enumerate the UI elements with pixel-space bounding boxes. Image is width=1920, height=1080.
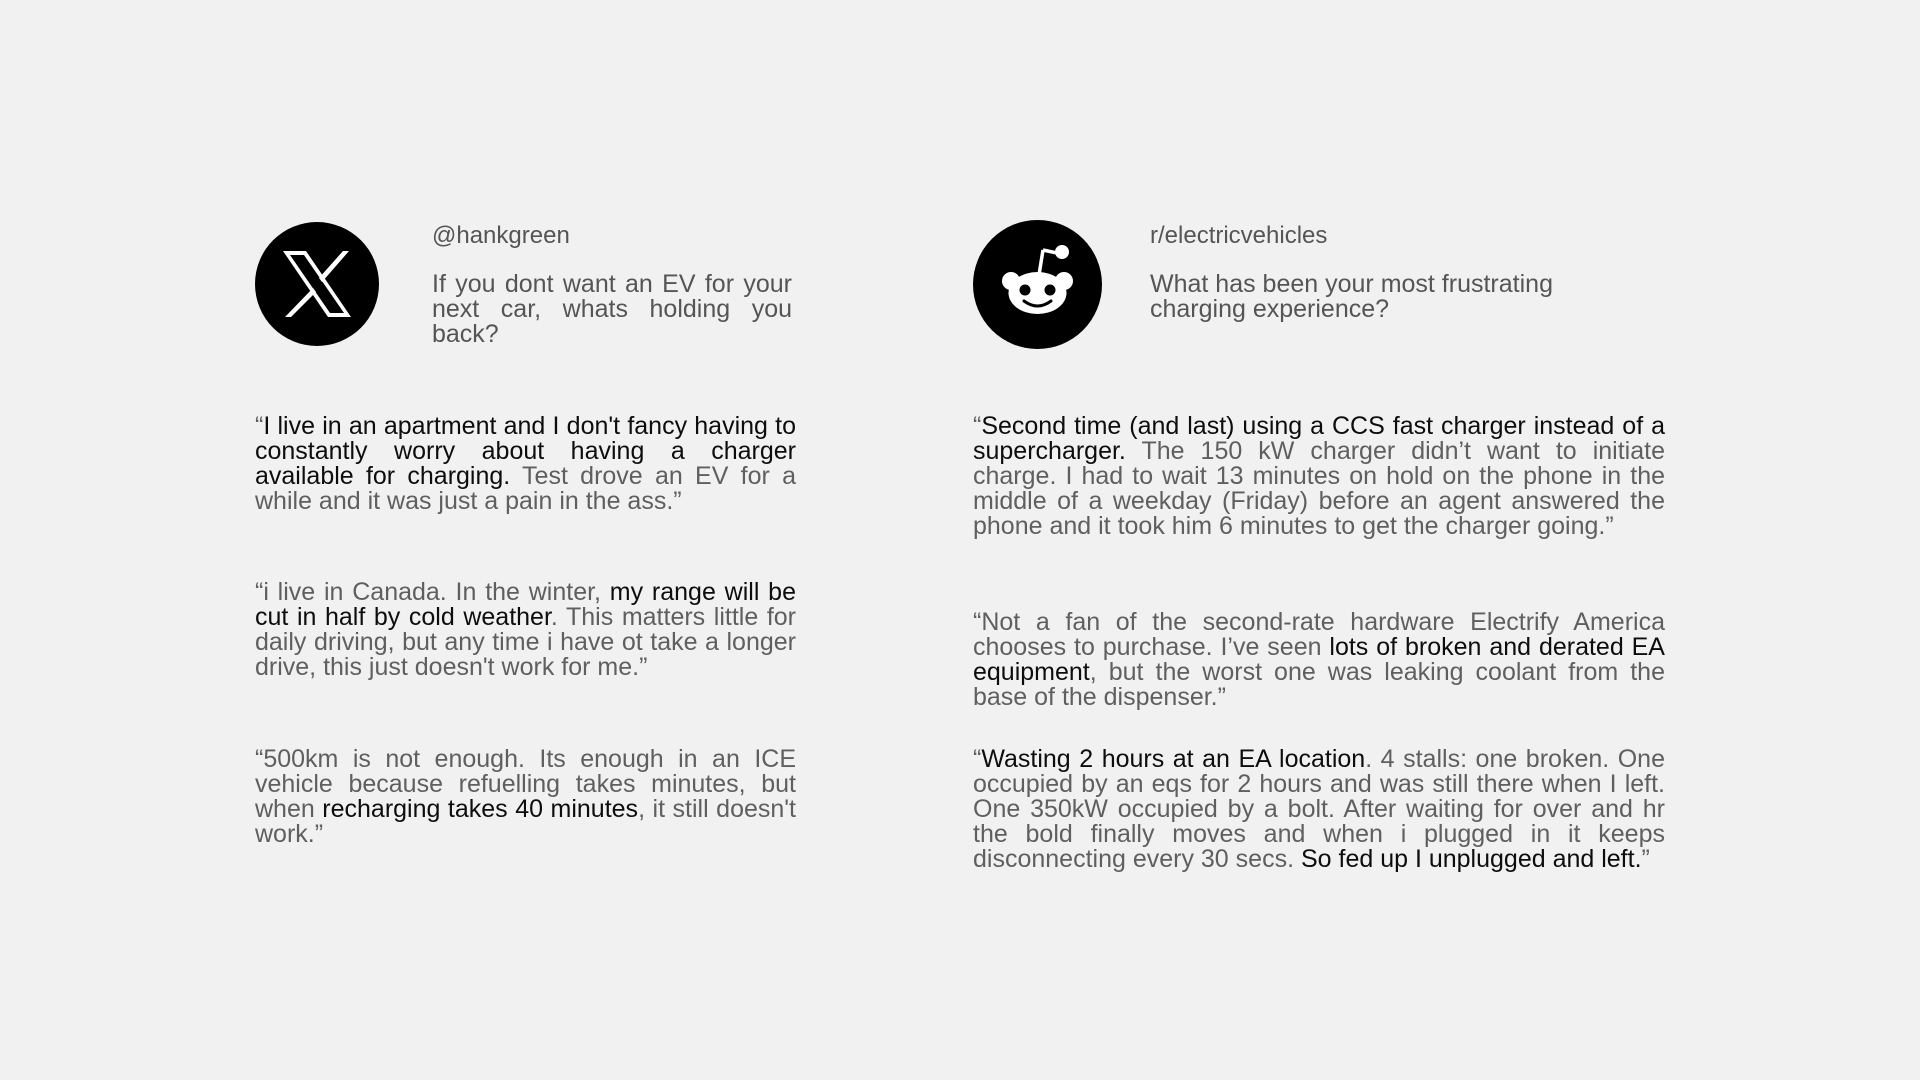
quote-text: “Not a fan of the second-rate hardware Electrify America chooses to purchase. I’ve seen	[973, 608, 1665, 661]
quote-emphasis: So fed up I unplugged and left.	[1300, 845, 1642, 873]
quote-text: The 150 kW charger didn’t want to initiate charge. I had to wait 13 minutes on hold on the phone in the middle of a weekday (Friday) before an agent answered the phone and it took him 6 minutes to get the charger going.”	[973, 437, 1665, 540]
twitter-column	[255, 222, 797, 848]
twitter-handle: @hankgreen	[432, 222, 570, 249]
reddit-column	[973, 220, 1665, 873]
quote-emphasis: recharging takes 40 minutes	[322, 795, 639, 823]
quote-text: “	[255, 412, 264, 440]
quote-text: “	[973, 412, 982, 440]
x-logo-icon	[255, 222, 379, 346]
quote-text: . This matters little for daily driving, but any time i have ot take a longer drive, this just doesn't work for me.”	[255, 603, 797, 681]
quote-text: “	[973, 745, 982, 773]
quote-left-3	[255, 747, 796, 847]
quote-left-1	[255, 414, 796, 514]
twitter-header	[255, 222, 796, 372]
quote-right-1	[973, 414, 1665, 539]
quote-emphasis: Second time (and last) using a CCS fast charger instead of a supercharger.	[973, 412, 1665, 465]
quote-emphasis: I live in an apartment and I don't fancy having to constantly worry about having a charger available for charging.	[255, 412, 796, 490]
quote-right-3	[973, 747, 1665, 872]
quote-emphasis: Wasting 2 hours at an EA location	[981, 745, 1366, 773]
quote-text: “i live in Canada. In the winter,	[255, 578, 610, 606]
quote-text: . 4 stalls: one broken. One occupied by an eqs for 2 hours and was still there when I left. One 350kW occupied by a bolt. After waiting for over and hr the bold finally moves and when i plugged in it keeps disconnecting every 30 secs.	[973, 745, 1665, 873]
reddit-question: What has been your most frustrating charging experience?	[1150, 270, 1553, 323]
quote-emphasis: my range will be cut in half by cold weather	[255, 578, 796, 631]
twitter-question: If you dont want an EV for your next car, whats holding you back?	[432, 270, 792, 348]
quote-text: , it still doesn't work.”	[255, 795, 796, 848]
reddit-header	[973, 220, 1665, 370]
quote-text: Test drove an EV for a while and it was just a pain in the ass.”	[255, 462, 796, 515]
reddit-handle: r/electricvehicles	[1150, 222, 1328, 249]
quote-text: ”	[1641, 845, 1650, 873]
quote-text: , but the worst one was leaking coolant from the base of the dispenser.”	[973, 658, 1665, 711]
quote-left-2	[255, 580, 796, 680]
quote-emphasis: lots of broken and derated EA equipment	[973, 633, 1665, 686]
quote-text: “500km is not enough. Its enough in an ICE vehicle because refuelling takes minutes, but when	[255, 745, 796, 823]
reddit-logo-icon	[973, 220, 1102, 349]
quote-right-2	[973, 610, 1665, 710]
